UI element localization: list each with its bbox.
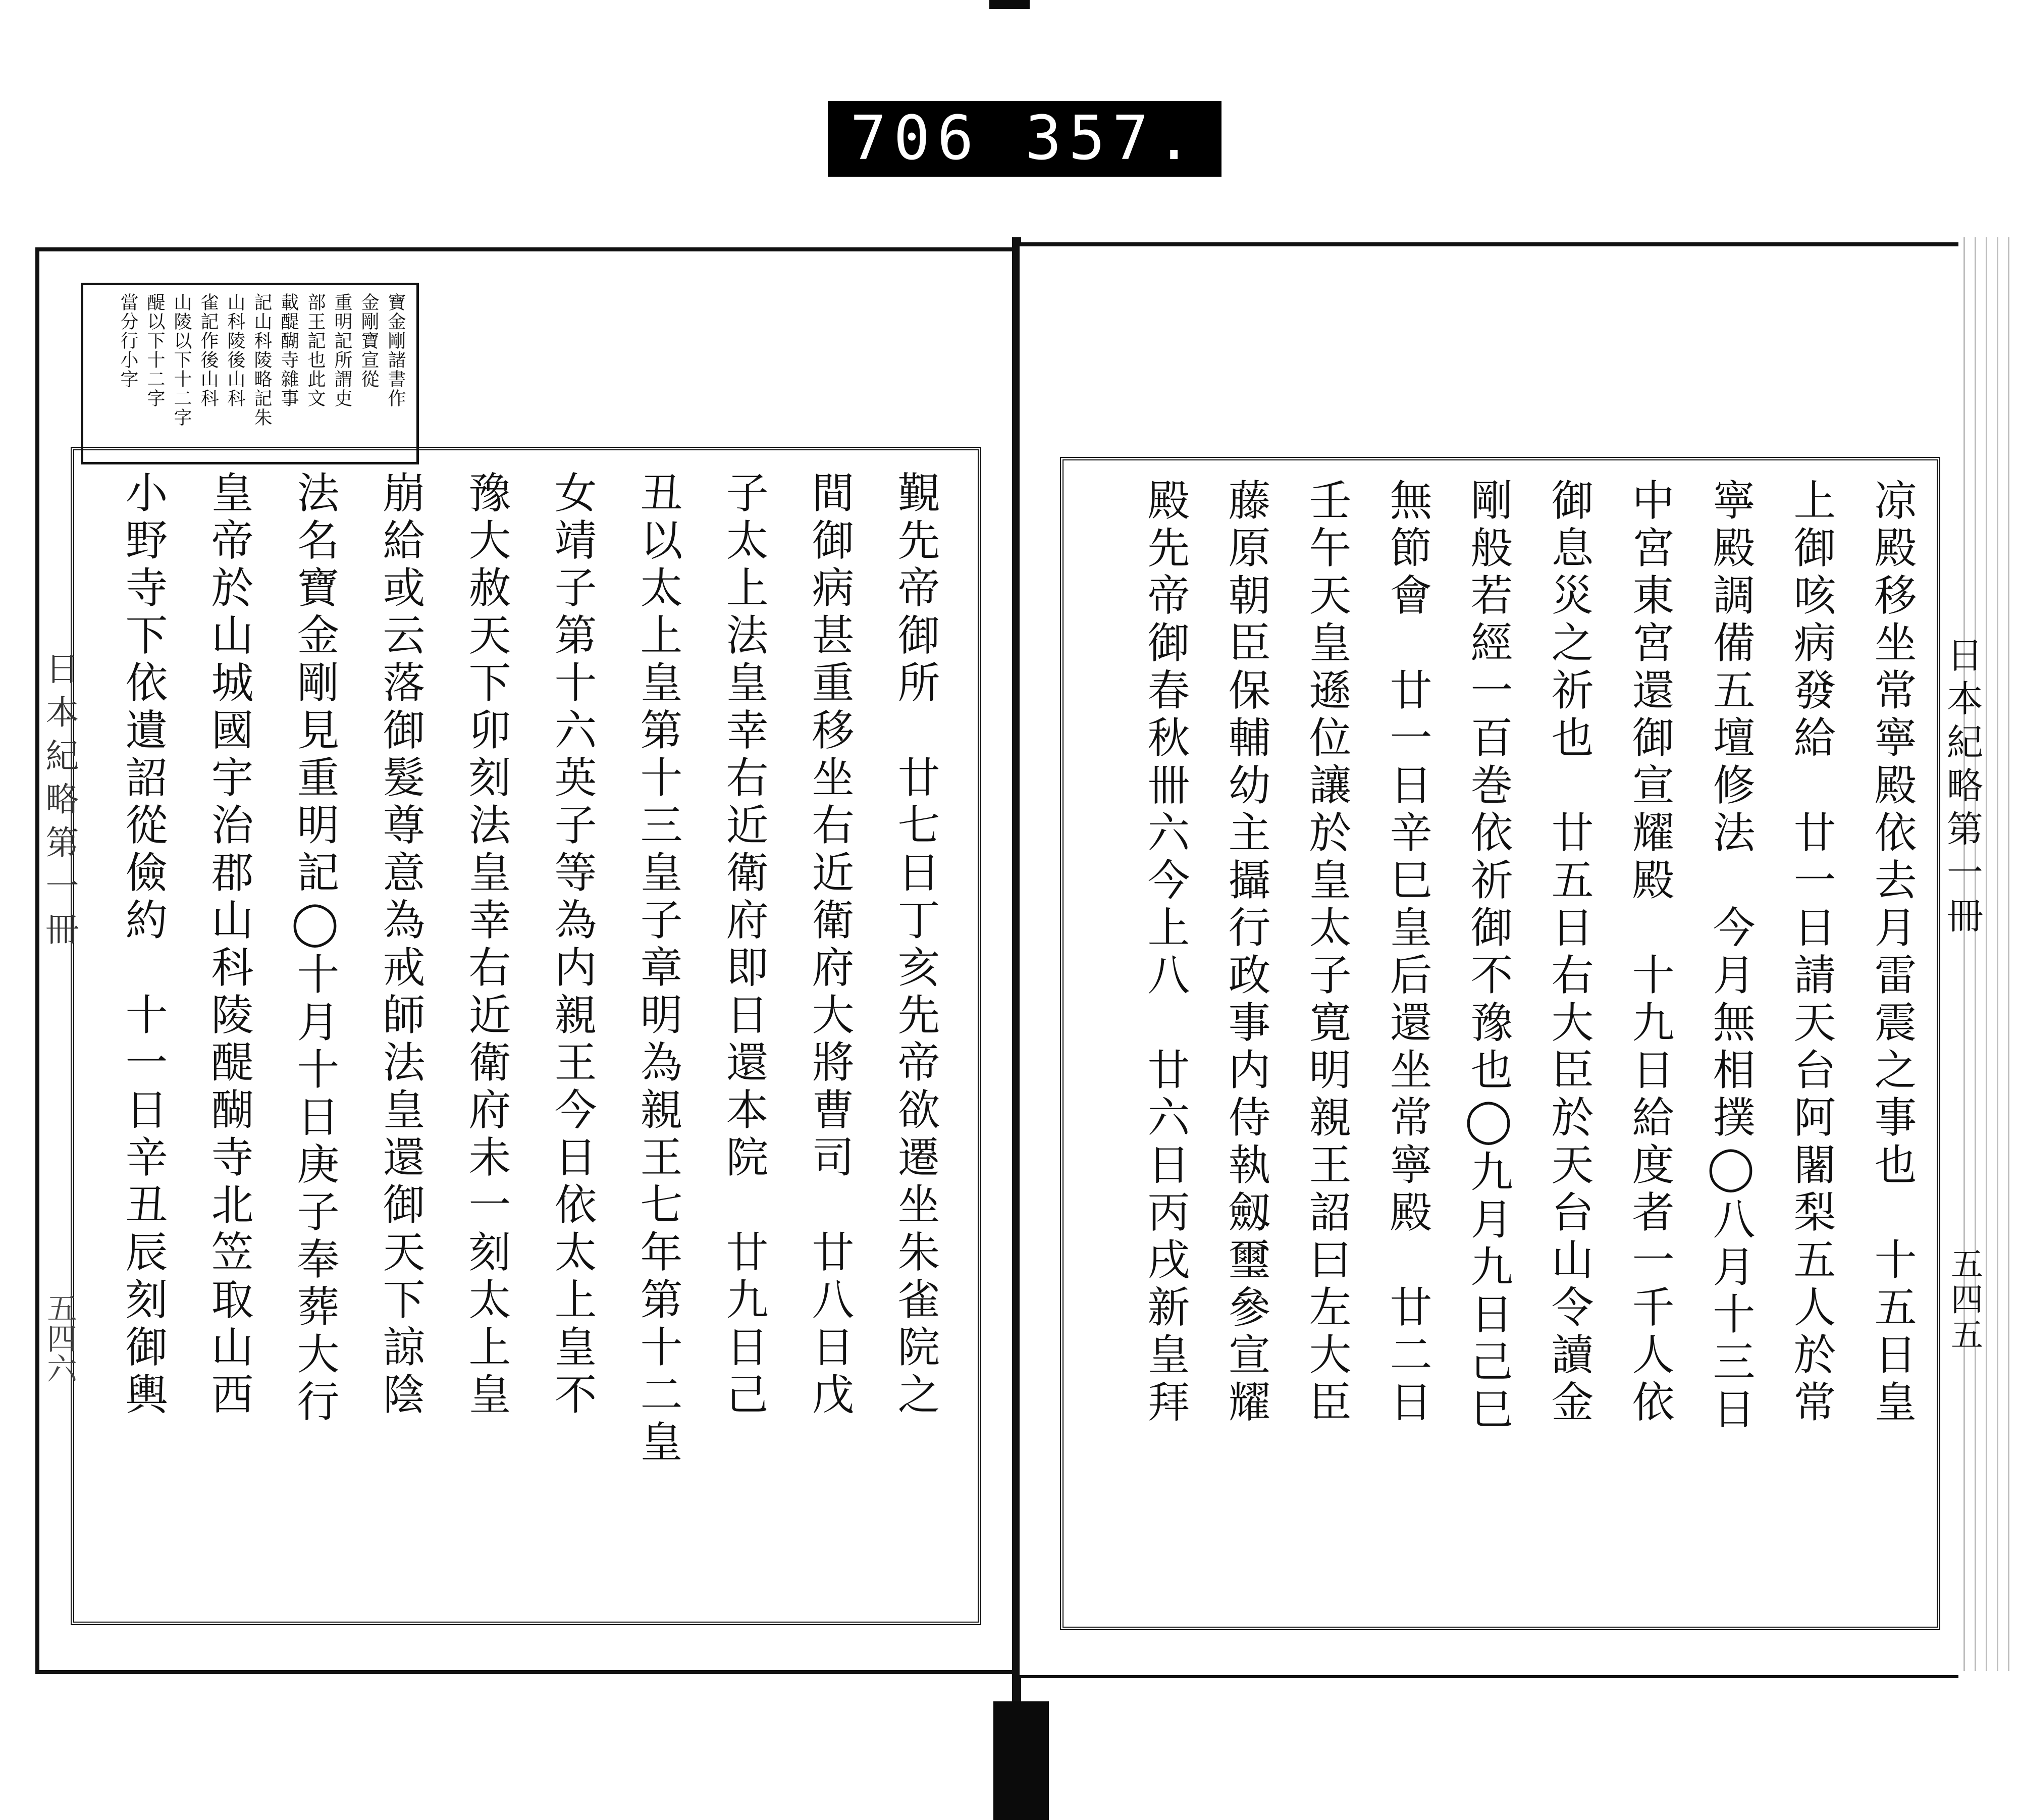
text-column: 小野寺下依遺詔從儉約 十一日辛丑辰刻御輿 bbox=[119, 471, 168, 1420]
head-note-line: 山陵以下十二字 bbox=[171, 293, 192, 427]
text-column: 寧殿調備五壇修法 今月無相撲◯八月十三日 bbox=[1706, 478, 1756, 1434]
text-column: 中宮東宮還御宣耀殿 十九日給度者一千人依 bbox=[1625, 478, 1675, 1427]
head-note-line: 重明記所謂吏 bbox=[332, 293, 352, 408]
head-note-line: 當分行小字 bbox=[118, 293, 138, 389]
text-column: 覲先帝御所 廿七日丁亥先帝欲遷坐朱雀院之 bbox=[891, 471, 940, 1420]
text-column: 上御咳病發給 廿一日請天台阿闍梨五人於常 bbox=[1787, 478, 1836, 1427]
head-note-line: 記山科陵略記朱 bbox=[251, 293, 272, 427]
head-note-line: 醍以下十二字 bbox=[144, 293, 165, 408]
text-column: 女靖子第十六英子等為内親王今日依太上皇不 bbox=[548, 471, 597, 1420]
text-column: 藤原朝臣保輔幼主攝行政事内侍執劔璽參宣耀 bbox=[1221, 478, 1271, 1427]
head-note-line: 山科陵後山科 bbox=[225, 293, 245, 408]
text-column: 崩給或云落御髮尊意為戒師法皇還御天下諒陰 bbox=[376, 471, 426, 1420]
text-column: 法名寶金剛見重明記◯十月十日庚子奉葬大行 bbox=[290, 471, 340, 1427]
head-note-line: 載醍醐寺雜事 bbox=[278, 293, 299, 408]
right-text-frame bbox=[1060, 457, 1940, 1630]
reel-number: 706 bbox=[850, 103, 981, 174]
head-note-line: 雀記作後山科 bbox=[198, 293, 219, 408]
text-column: 皇帝於山城國宇治郡山科陵醍醐寺北笠取山西 bbox=[204, 471, 254, 1420]
text-column: 剛般若經一百巻依祈御不豫也◯九月九日己巳 bbox=[1464, 478, 1513, 1434]
text-column: 無節會 廿一日辛巳皇后還坐常寧殿 廿二日 bbox=[1383, 478, 1432, 1427]
head-note-line: 部王記也此文 bbox=[305, 293, 326, 408]
frame-number: 357. bbox=[1025, 103, 1199, 174]
page-edges bbox=[1958, 237, 2019, 1671]
text-column: 御息災之祈也 廿五日右大臣於天台山令讀金 bbox=[1545, 478, 1594, 1427]
left-running-head: 日本紀略第一冊 bbox=[40, 651, 79, 955]
head-note-line: 金剛寶宣從 bbox=[358, 293, 379, 389]
text-column: 子太上法皇幸右近衛府即日還本院 廿九日己 bbox=[719, 471, 769, 1420]
text-column: 豫大赦天下卯刻法皇幸右近衛府未一刻太上皇 bbox=[462, 471, 511, 1420]
text-column: 殿先帝御春秋卌六今上八 廿六日丙戌新皇拜 bbox=[1141, 478, 1190, 1427]
film-tab-top bbox=[989, 0, 1030, 9]
film-tab-bottom bbox=[993, 1701, 1049, 1820]
text-column: 凉殿移坐常寧殿依去月雷震之事也 十五日皇 bbox=[1868, 478, 1917, 1427]
left-page-number: 五四六 bbox=[42, 1292, 77, 1383]
head-note-box bbox=[81, 283, 419, 464]
text-column: 間御病甚重移坐右近衛府大將曹司 廿八日戊 bbox=[805, 471, 855, 1420]
left-text-frame bbox=[71, 447, 981, 1625]
head-note-line: 寶金剛諸書作 bbox=[385, 293, 406, 408]
text-column: 壬午天皇遜位讓於皇太子寛明親王詔曰左大臣 bbox=[1302, 478, 1352, 1427]
text-column: 丑以太上皇第十三皇子章明為親王七年第十二皇 bbox=[633, 471, 683, 1467]
microfilm-frame-label bbox=[828, 101, 1221, 177]
right-running-head: 日本紀略第一冊 bbox=[1941, 636, 1983, 940]
right-page-number: 五四五 bbox=[1945, 1247, 1983, 1353]
